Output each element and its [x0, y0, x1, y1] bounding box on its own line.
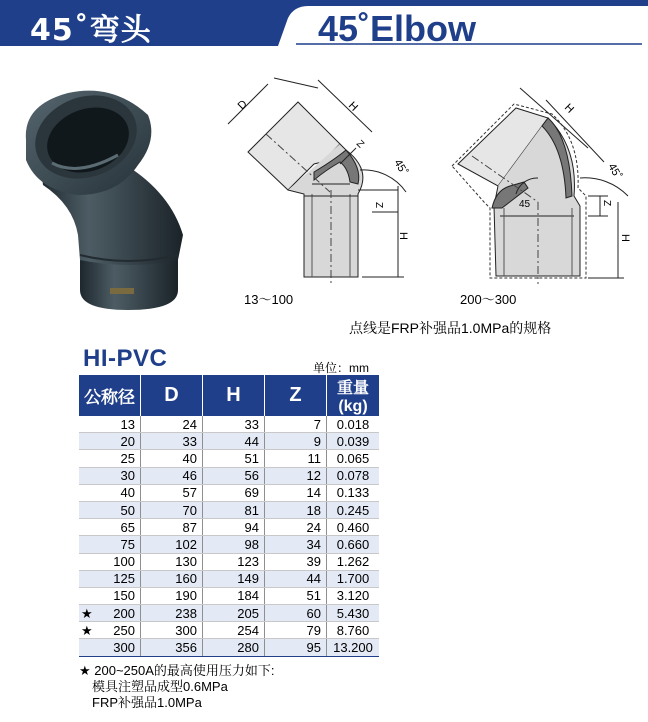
cell-weight [327, 519, 380, 536]
cell-d [141, 570, 203, 587]
cell-value: 33 [182, 433, 197, 449]
header-nominal-size: 公称径 [79, 375, 141, 416]
cell-value: 356 [175, 640, 197, 656]
cell-value: 0.065 [336, 450, 370, 466]
cell-value: 0.018 [336, 416, 370, 432]
dim-z-side-label-large: Z [601, 200, 612, 207]
cell-value: 40 [182, 450, 197, 466]
cell-h [203, 416, 265, 433]
cell-value: 40 [120, 485, 135, 501]
cell-value: 0.245 [336, 502, 370, 518]
cell-value: 300 [175, 622, 197, 638]
cell-d [141, 433, 203, 450]
footnote-line-2: 模具注塑品成型0.6MPa [92, 679, 228, 694]
cell-value: 190 [175, 588, 197, 604]
cell-d [141, 639, 203, 656]
cell-z [265, 467, 327, 484]
cell-value: 1.700 [336, 571, 370, 587]
cell-d [141, 553, 203, 570]
table-row [79, 553, 379, 570]
cell-value: 150 [113, 588, 135, 604]
cell-value: 300 [113, 640, 135, 656]
cell-h [203, 433, 265, 450]
spec-table [79, 375, 379, 657]
cell-d [141, 416, 203, 433]
cell-value: 34 [306, 536, 321, 552]
cell-weight [327, 605, 380, 622]
brand-label: HI-PVC [83, 345, 168, 372]
cell-value: 254 [237, 622, 259, 638]
cell-value: 0.660 [336, 536, 370, 552]
cell-nominal-size [79, 484, 141, 501]
cell-value: 87 [182, 519, 197, 535]
cell-value: 18 [306, 502, 321, 518]
cell-value: 65 [120, 519, 135, 535]
cell-weight [327, 587, 380, 604]
angle-label-large: 45˚ [605, 161, 624, 182]
cell-value: 11 [307, 450, 321, 466]
cell-value: 184 [237, 588, 259, 604]
cell-value: 51 [306, 588, 321, 604]
cell-value: 123 [237, 554, 259, 570]
title-cn: 45˚弯头 [30, 13, 152, 48]
header-banner-en [250, 0, 648, 52]
cell-value: 75 [120, 536, 135, 552]
cell-weight [327, 433, 380, 450]
cell-d [141, 467, 203, 484]
cell-value: 12 [306, 468, 321, 484]
table-row [79, 484, 379, 501]
footnote-line-1: ★ 200~250A的最高使用压力如下: [79, 663, 275, 678]
table-row [79, 433, 379, 450]
dim-h-top-label-large: H [561, 101, 576, 116]
cell-value: 33 [244, 416, 259, 432]
cell-value: 8.760 [336, 622, 370, 638]
cell-z [265, 501, 327, 518]
dim-z-side-label: Z [373, 202, 384, 209]
table-row [79, 467, 379, 484]
dim-h-top-label: H [345, 99, 360, 114]
cell-value: 5.430 [336, 605, 370, 621]
cell-value: 46 [182, 468, 197, 484]
footnote-line-3: FRP补强品1.0MPa [92, 695, 202, 710]
cell-value: 60 [306, 605, 321, 621]
table-row [79, 501, 379, 518]
spec-table-body [79, 416, 379, 656]
cell-z [265, 553, 327, 570]
cell-h [203, 536, 265, 553]
cell-nominal-size [79, 639, 141, 656]
cell-nominal-size [79, 587, 141, 604]
cell-value: 13 [120, 416, 135, 432]
header-h: H [203, 375, 265, 416]
cell-d [141, 622, 203, 639]
cell-value: 51 [244, 450, 259, 466]
elbow-drawing-large [440, 78, 640, 288]
table-row [79, 605, 379, 622]
cell-value: 95 [306, 640, 321, 656]
cell-h [203, 501, 265, 518]
cell-z [265, 433, 327, 450]
cell-h [203, 553, 265, 570]
cell-nominal-size [79, 570, 141, 587]
header-z: Z [265, 375, 327, 416]
cell-z [265, 622, 327, 639]
dotted-line-note: 点线是FRP补强品1.0MPa的规格 [349, 320, 552, 336]
cell-h [203, 639, 265, 656]
cell-h [203, 605, 265, 622]
cell-nominal-size [79, 501, 141, 518]
cell-value: 9 [313, 433, 321, 449]
title-en: 45˚Elbow [318, 8, 477, 49]
cell-h [203, 587, 265, 604]
cell-value: 130 [175, 554, 197, 570]
star-icon: ★ [81, 622, 93, 638]
cell-value: 20 [120, 433, 135, 449]
cell-nominal-size [79, 467, 141, 484]
cell-z [265, 639, 327, 656]
elbow-drawing-small [222, 72, 422, 297]
cell-value: 57 [182, 485, 197, 501]
size-range-small: 13～100 [244, 292, 294, 307]
table-row [79, 639, 379, 656]
cell-weight [327, 536, 380, 553]
cell-value: 0.133 [336, 485, 370, 501]
cell-value: 7 [313, 416, 321, 432]
cell-value: 56 [244, 468, 259, 484]
cell-h [203, 570, 265, 587]
dim-d-label: D [235, 98, 250, 113]
cell-z [265, 450, 327, 467]
cell-nominal-size [79, 622, 141, 639]
header-d: D [141, 375, 203, 416]
cell-value: 0.078 [336, 468, 370, 484]
cell-value: 70 [182, 502, 197, 518]
table-row [79, 622, 379, 639]
cell-value: 25 [120, 450, 135, 466]
cell-z [265, 605, 327, 622]
cell-value: 14 [306, 485, 321, 501]
cell-weight [327, 639, 380, 656]
star-icon: ★ [81, 605, 93, 621]
cell-d [141, 536, 203, 553]
cell-nominal-size [79, 433, 141, 450]
size-range-large: 200～300 [460, 292, 517, 307]
cell-z [265, 519, 327, 536]
cell-value: 44 [244, 433, 259, 449]
inner-angle-label: 45 [519, 199, 531, 210]
cell-nominal-size [79, 536, 141, 553]
table-row [79, 450, 379, 467]
cell-value: 3.120 [336, 588, 370, 604]
cell-value: 238 [175, 605, 197, 621]
header-banner-cn [0, 0, 250, 46]
cell-value: 13.200 [333, 640, 373, 656]
header-weight: 重量(kg) [327, 375, 380, 416]
cell-weight [327, 484, 380, 501]
cell-weight [327, 450, 380, 467]
cell-value: 98 [244, 536, 259, 552]
cell-value: 149 [237, 571, 259, 587]
cell-weight [327, 570, 380, 587]
cell-value: 250 [113, 622, 135, 638]
cell-weight [327, 501, 380, 518]
cell-value: 39 [306, 554, 321, 570]
table-header-row [79, 375, 379, 416]
cell-d [141, 519, 203, 536]
dim-h-side-label: H [397, 232, 409, 240]
cell-value: 280 [237, 640, 259, 656]
cell-value: 102 [175, 536, 197, 552]
cell-h [203, 519, 265, 536]
dim-z-top-label: Z [353, 138, 366, 151]
cell-value: 30 [120, 468, 135, 484]
cell-h [203, 484, 265, 501]
cell-d [141, 484, 203, 501]
cell-value: 100 [113, 554, 135, 570]
cell-z [265, 536, 327, 553]
table-row [79, 570, 379, 587]
cell-z [265, 587, 327, 604]
cell-value: 81 [244, 502, 259, 518]
cell-value: 1.262 [336, 554, 370, 570]
dim-h-side-label-large: H [619, 234, 631, 242]
cell-nominal-size [79, 605, 141, 622]
cell-value: 24 [182, 416, 197, 432]
cell-nominal-size [79, 553, 141, 570]
cell-value: 0.460 [336, 519, 370, 535]
cell-d [141, 605, 203, 622]
footnote [79, 663, 275, 711]
cell-value: 94 [244, 519, 259, 535]
table-row [79, 587, 379, 604]
cell-nominal-size [79, 519, 141, 536]
cell-value: 24 [306, 519, 321, 535]
cell-value: 160 [175, 571, 197, 587]
cell-value: 44 [306, 571, 321, 587]
cell-value: 200 [113, 605, 135, 621]
cell-h [203, 450, 265, 467]
cell-value: 79 [306, 622, 321, 638]
cell-d [141, 501, 203, 518]
cell-d [141, 587, 203, 604]
angle-label: 45˚ [391, 157, 410, 178]
table-row [79, 416, 379, 433]
cell-h [203, 622, 265, 639]
cell-value: 50 [120, 502, 135, 518]
cell-nominal-size [79, 416, 141, 433]
cell-nominal-size [79, 450, 141, 467]
cell-weight [327, 553, 380, 570]
cell-z [265, 416, 327, 433]
table-row [79, 519, 379, 536]
cell-weight [327, 622, 380, 639]
cell-value: 0.039 [336, 433, 370, 449]
unit-label: 单位：mm [313, 361, 369, 375]
cell-value: 125 [113, 571, 135, 587]
cell-weight [327, 416, 380, 433]
elbow-product-photo [18, 85, 208, 325]
cell-h [203, 467, 265, 484]
cell-z [265, 570, 327, 587]
cell-d [141, 450, 203, 467]
cell-weight [327, 467, 380, 484]
cell-z [265, 484, 327, 501]
cell-value: 69 [244, 485, 259, 501]
table-row [79, 536, 379, 553]
cell-value: 205 [237, 605, 259, 621]
